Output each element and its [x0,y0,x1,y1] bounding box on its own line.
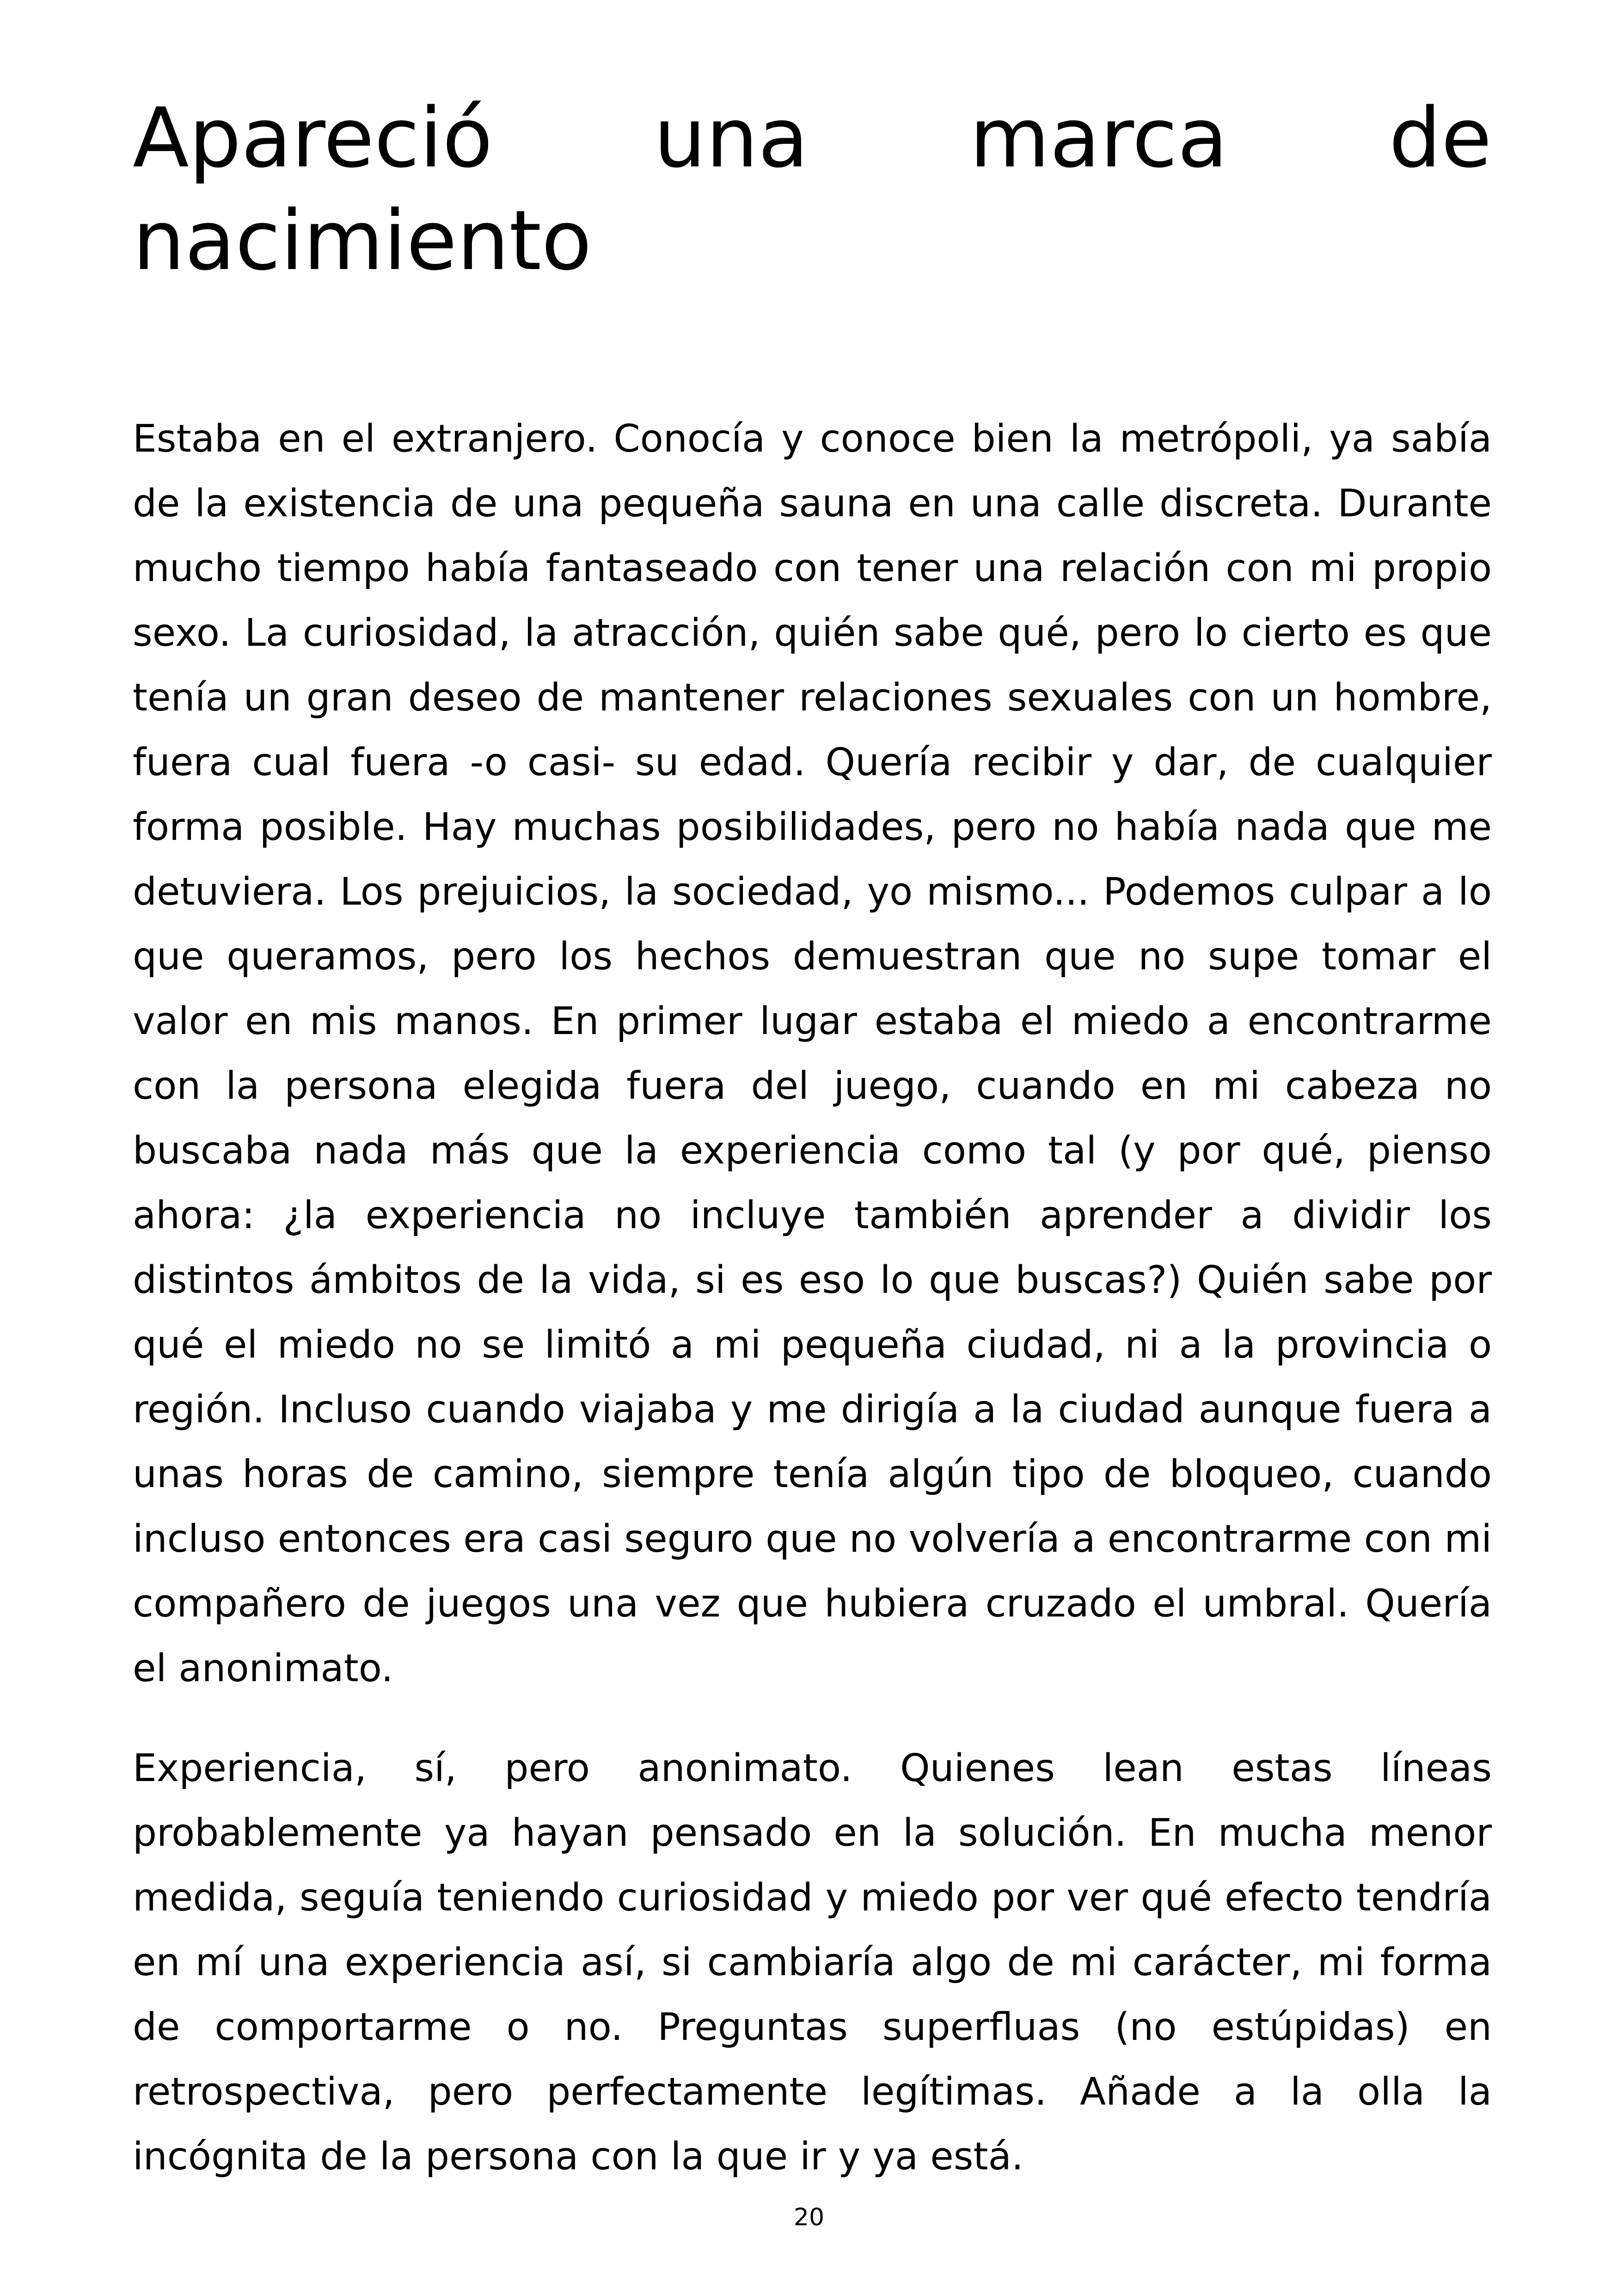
page-number: 20 [793,2204,825,2231]
paragraph: Estaba en el extranjero. Conocía y conoce bien la metrópoli, ya sabía de la existencia de una pequeña sauna en una calle discreta. Durante mucho tiempo había fantaseado con tener una relación con mi propio sexo. La curiosidad, la atracción, quién sabe qué, pero lo cierto es que tenía un gran deseo de mantener relaciones sexuales con un hombre, fuera cual fuera -o casi- su edad. Quería recibir y dar, de cualquier forma posible. Hay muchas posibilidades, pero no había nada que me detuviera. Los prejuicios, la sociedad, yo mismo... Podemos culpar a lo que queramos, pero los hechos demuestran que no supe tomar el valor en mis manos. En primer lugar estaba el miedo a encontrarme con la persona elegida fuera del juego, cuando en mi cabeza no buscaba nada más que la experiencia como tal (y por qué, pienso ahora: ¿la experiencia no incluye también aprender a dividir los distintos ámbitos de la vida, si es eso lo que buscas?) Quién sabe por qué el miedo no se limitó a mi pequeña ciudad, ni a la provincia o región. Incluso cuando viajaba y me dirigía a la ciudad aunque fuera a unas horas de camino, siempre tenía algún tipo de bloqueo, cuando incluso entonces era casi seguro que no volvería a encontrarme con mi compañero de juegos una vez que hubiera cruzado el umbral. Quería el anonimato. [133,417,1492,1690]
chapter-title: Apareció una marca de nacimiento [133,90,1492,288]
body-text [133,407,1492,2224]
paragraph: Experiencia, sí, pero anonimato. Quienes lean estas líneas probablemente ya hayan pensado en la solución. En mucha menor medida, seguía teniendo curiosidad y miedo por ver qué efecto tendría en mí una experiencia así, si cambiaría algo de mi carácter, mi forma de comportarme o no. Preguntas superfluas (no estúpidas) en retrospectiva, pero perfectamente legítimas. Añade a la olla la incógnita de la persona con la que ir y ya está. [133,1746,1492,2179]
